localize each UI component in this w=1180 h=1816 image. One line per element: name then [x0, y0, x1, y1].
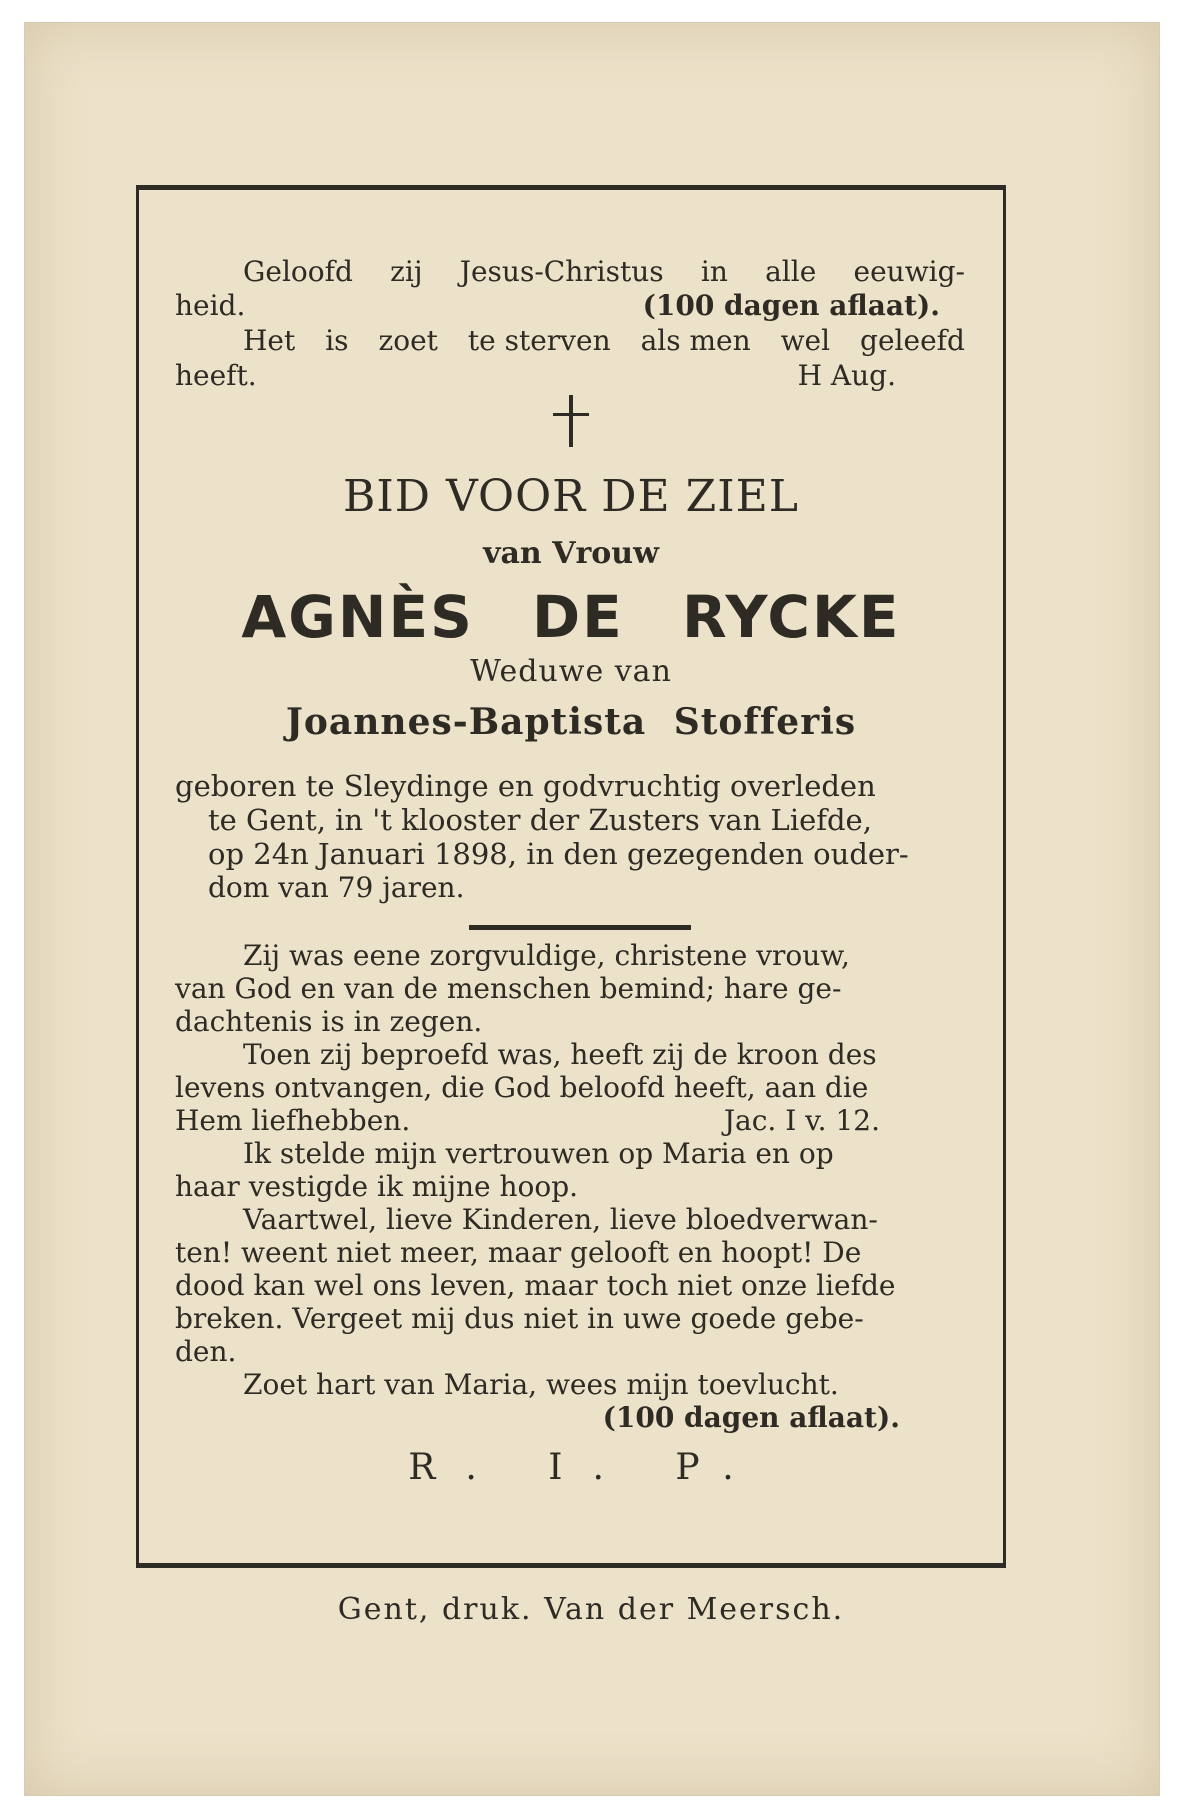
- body-line: van God en van de menschen bemind; hare ge-: [175, 972, 842, 1005]
- body-line: Zoet hart van Maria, wees mijn toevlucht.: [243, 1368, 839, 1401]
- body-line: Hem liefhebben.: [175, 1104, 411, 1137]
- prayer-line-1: [243, 256, 965, 288]
- prayer-word: te sterven: [467, 324, 611, 357]
- subheading: van Vrouw: [483, 536, 659, 571]
- bio-line-3: op 24n Januari 1898, in den gezegenden ouder-: [208, 837, 909, 871]
- indulgence-note-bottom: (100 dagen aflaat).: [602, 1401, 900, 1434]
- prayer-line-2-left: heid.: [175, 289, 246, 322]
- scripture-reference: Jac. I v. 12.: [723, 1104, 880, 1137]
- body-line: dood kan wel ons leven, maar toch niet onze liefde: [175, 1269, 896, 1302]
- prayer-word: Jesus-Christus: [459, 255, 664, 288]
- body-line: Vaartwel, lieve Kinderen, lieve bloedverwan-: [243, 1203, 878, 1236]
- prayer-word: wel: [780, 324, 831, 357]
- body-line: Toen zij beproefd was, heeft zij de kroon des: [243, 1038, 877, 1071]
- prayer-word: Geloofd: [243, 255, 353, 288]
- printer-credit: Gent, druk. Van der Meersch.: [337, 1592, 845, 1627]
- prayer-line-4-left: heeft.: [175, 359, 257, 392]
- body-line: den.: [175, 1335, 237, 1368]
- prayer-word: zoet: [378, 324, 438, 357]
- bio-line-2: te Gent, in 't klooster der Zusters van Liefde,: [208, 803, 872, 837]
- cross-icon: [553, 395, 589, 447]
- husband-name: Joannes-Baptista Stofferis: [285, 701, 857, 743]
- bio-line-4: dom van 79 jaren.: [208, 871, 465, 904]
- prayer-word: zij: [390, 255, 423, 288]
- prayer-word: is: [325, 324, 349, 357]
- body-line: breken. Vergeet mij dus niet in uwe goede gebe-: [175, 1302, 864, 1335]
- body-line: levens ontvangen, die God beloofd heeft, aan die: [175, 1071, 869, 1104]
- prayer-word: Het: [243, 324, 296, 357]
- prayer-word: als men: [640, 324, 751, 357]
- bio-line-1: geboren te Sleydinge en godvruchtig overleden: [175, 769, 876, 803]
- body-line: dachtenis is in zegen.: [175, 1005, 483, 1038]
- body-line: Ik stelde mijn vertrouwen op Maria en op: [243, 1137, 834, 1170]
- deceased-name: AGNÈS DE RYCKE: [241, 583, 901, 651]
- rip-text: R. I. P.: [408, 1447, 764, 1488]
- page-title: BID VOOR DE ZIEL: [343, 471, 799, 522]
- body-line: Zij was eene zorgvuldige, christene vrouw,: [243, 939, 850, 972]
- body-line: haar vestigde ik mijne hoop.: [175, 1170, 579, 1203]
- prayer-word: eeuwig-: [853, 255, 965, 288]
- widow-label: Weduwe van: [470, 654, 672, 689]
- body-line: ten! weent niet meer, maar gelooft en hoopt! De: [175, 1236, 862, 1269]
- prayer-word: in: [700, 255, 728, 288]
- prayer-word: geleefd: [860, 324, 965, 357]
- prayer-attribution: H Aug.: [797, 359, 896, 392]
- prayer-line-3: [243, 325, 965, 357]
- indulgence-note-top: (100 dagen aflaat).: [642, 289, 940, 322]
- section-divider: [469, 925, 691, 930]
- prayer-word: alle: [765, 255, 817, 288]
